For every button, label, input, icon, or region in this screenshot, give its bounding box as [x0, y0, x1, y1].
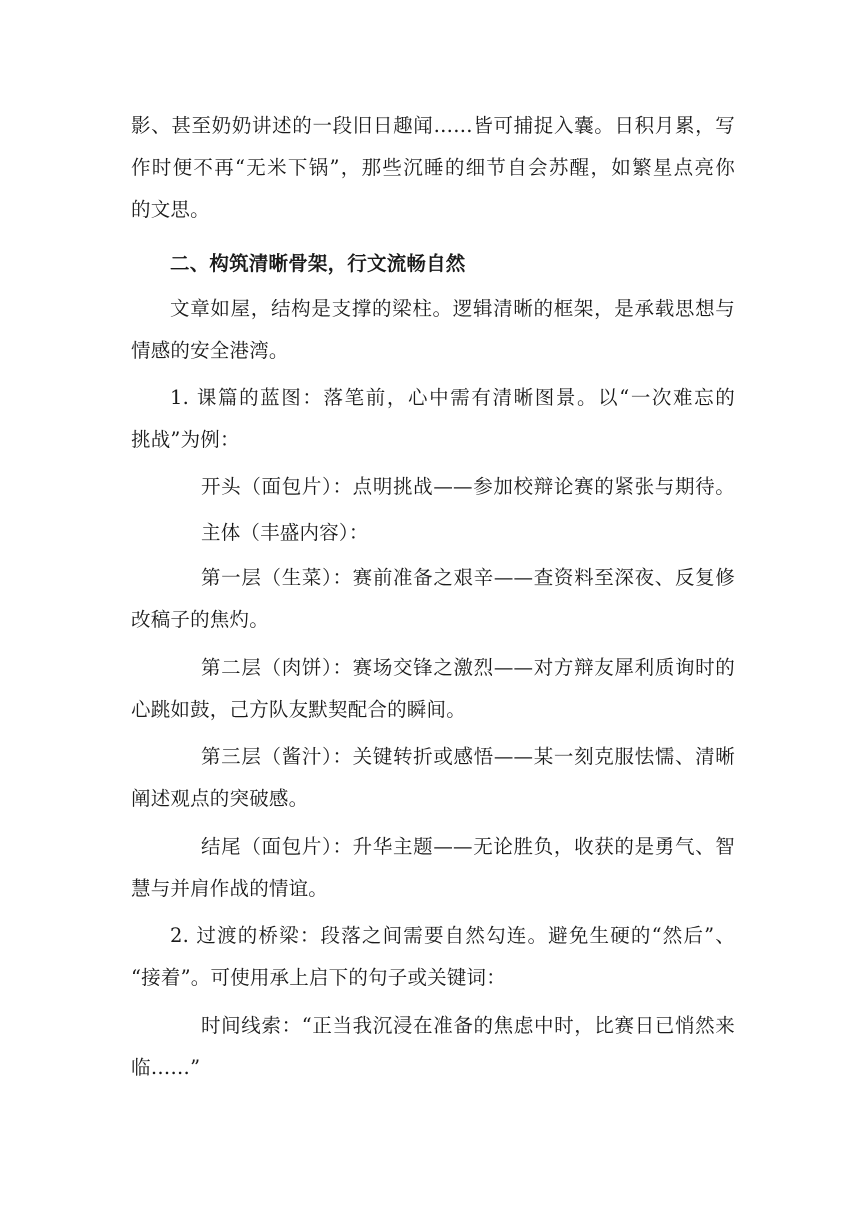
paragraph-structure-intro — [131, 288, 735, 372]
outline-body — [201, 512, 735, 554]
text-line: 心跳如鼓，己方队友默契配合的瞬间。 — [131, 698, 466, 721]
text-line: 结尾（面包片）：升华主题——无论胜负，收获的是勇气、智 — [201, 835, 735, 858]
text-line: 第二层（肉饼）：赛场交锋之激烈——对方辩友犀利质询时的 — [201, 656, 735, 679]
text-line: 改稿子的焦灼。 — [131, 608, 269, 631]
text-line: 的文思。 — [131, 198, 210, 221]
heading-text: 二、构筑清晰骨架，行文流畅自然 — [170, 252, 466, 275]
list-item-blueprint — [131, 377, 735, 461]
outline-layer-1 — [131, 557, 735, 641]
text-line: 2. 过渡的桥梁：段落之间需要自然勾连。避免生硬的“然后”、 — [170, 924, 735, 947]
text-line: 第三层（酱汁）：关键转折或感悟——某一刻克服怯懦、清晰 — [201, 745, 735, 768]
text-line: 影、甚至奶奶讲述的一段旧日趣闻……皆可捕捉入囊。日积月累，写 — [131, 114, 735, 137]
text-line: 开头（面包片）：点明挑战——参加校辩论赛的紧张与期待。 — [201, 475, 735, 498]
text-line: 情感的安全港湾。 — [131, 339, 289, 362]
text-line: “接着”。可使用承上启下的句子或关键词： — [131, 966, 506, 989]
text-line: 慧与并肩作战的情谊。 — [131, 877, 329, 900]
outline-layer-3 — [131, 736, 735, 820]
transition-timeline-example — [131, 1005, 735, 1089]
outline-opening — [201, 466, 735, 508]
outline-ending — [131, 826, 735, 910]
section-heading — [170, 243, 735, 285]
text-line: 第一层（生菜）：赛前准备之艰辛——查资料至深夜、反复修 — [201, 566, 735, 589]
list-item-transition — [131, 915, 735, 999]
text-line: 挑战”为例： — [131, 428, 240, 451]
text-line: 作时便不再“无米下锅”，那些沉睡的细节自会苏醒，如繁星点亮你 — [131, 156, 735, 179]
paragraph-continuation — [131, 105, 735, 231]
text-line: 临……” — [131, 1056, 201, 1079]
outline-layer-2 — [131, 647, 735, 731]
text-line: 阐述观点的突破感。 — [131, 787, 309, 810]
text-line: 主体（丰盛内容）： — [201, 521, 369, 544]
text-line: 1. 课篇的蓝图：落笔前，心中需有清晰图景。以“一次难忘的 — [170, 386, 735, 409]
text-line: 文章如屋，结构是支撑的梁柱。逻辑清晰的框架，是承载思想与 — [170, 297, 735, 320]
text-line: 时间线索：“正当我沉浸在准备的焦虑中时，比赛日已悄然来 — [201, 1014, 735, 1037]
